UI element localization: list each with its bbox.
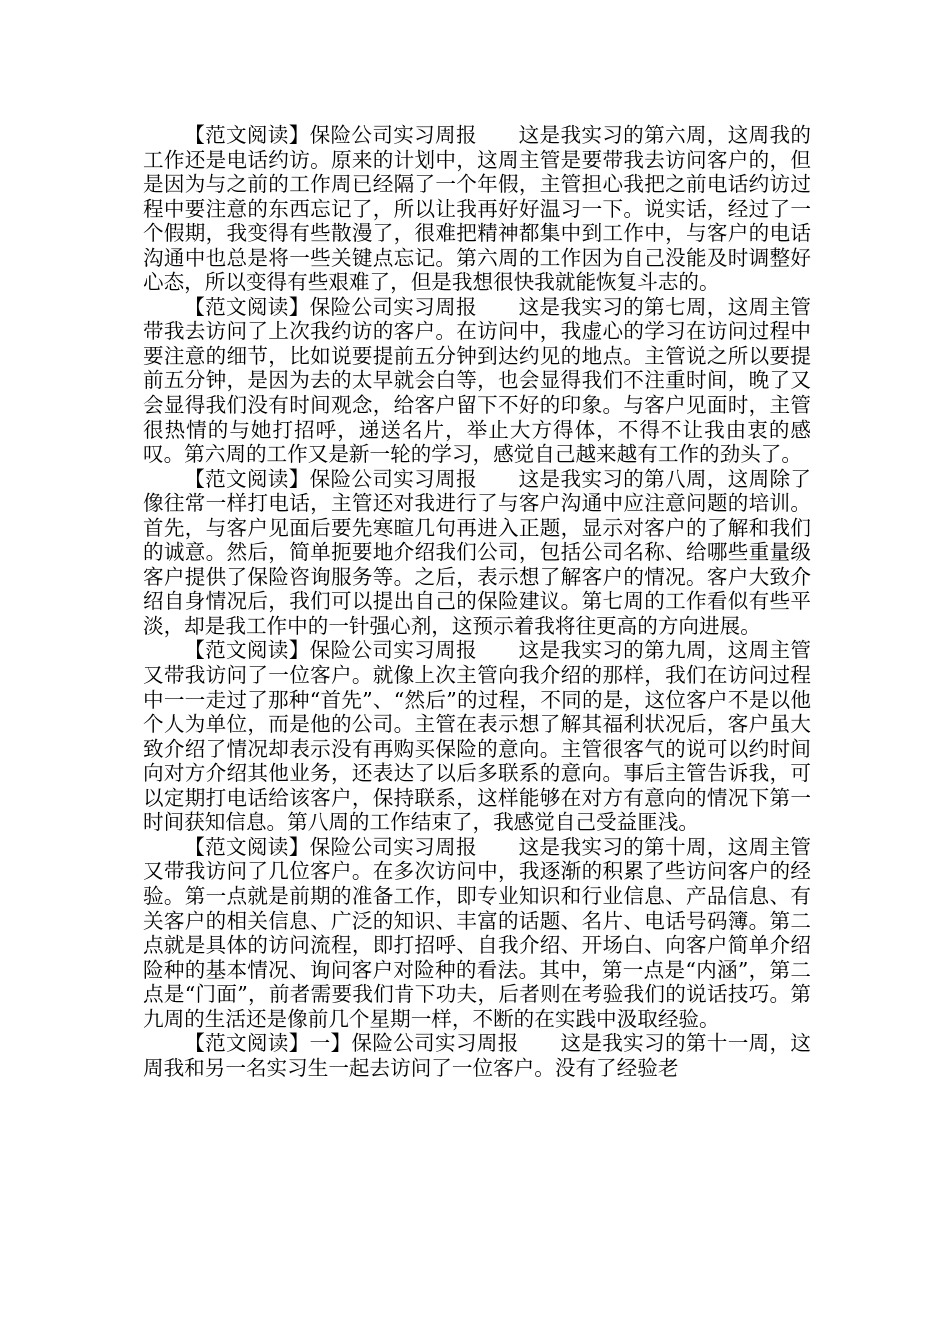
paragraph-week-6: 【范文阅读】保险公司实习周报 这是我实习的第六周，这周我的工作还是电话约访。原来的计划中，这周主管是要带我去访问客户的，但是因为与之前的工作周已经隔了一个年假，主管担心我把之前电话约访过程中要注意的东西忘记了，所以让我再好好温习一下。说实话，经过了一个假期，我变得有些散漫了，很难把精神都集中到工作中，与客户的电话沟通中也总是将一些关键点忘记。第六周的工作因为自己没能及时调整好心态，所以变得有些艰难了，但是我想很快我就能恢复斗志的。 (143, 123, 811, 295)
paragraph-week-9: 【范文阅读】保险公司实习周报 这是我实习的第九周，这周主管又带我访问了一位客户。就像上次主管向我介绍的那样，我们在访问过程中一一走过了那种“首先”、“然后”的过程，不同的是，这位客户不是以他个人为单位，而是他的公司。主管在表示想了解其福利状况后，客户虽大致介绍了情况却表示没有再购买保险的意向。主管很客气的说可以约时间向对方介绍其他业务，还表达了以后多联系的意向。事后主管告诉我，可以定期打电话给该客户，保持联系，这样能够在对方有意向的情况下第一时间获知信息。第八周的工作结束了，我感觉自己受益匪浅。 (143, 638, 811, 835)
paragraph-week-7: 【范文阅读】保险公司实习周报 这是我实习的第七周，这周主管带我去访问了上次我约访的客户。在访问中，我虚心的学习在访问过程中要注意的细节，比如说要提前五分钟到达约见的地点。主管说之所以要提前五分钟，是因为去的太早就会白等，也会显得我们不注重时间，晚了又会显得我们没有时间观念，给客户留下不好的印象。与客户见面时，主管很热情的与她打招呼，递送名片，举止大方得体，不得不让我由衷的感叹。第六周的工作又是新一轮的学习，感觉自己越来越有工作的劲头了。 (143, 294, 811, 467)
paragraph-week-11: 【范文阅读】一】保险公司实习周报 这是我实习的第十一周，这周我和另一名实习生一起去访问了一位客户。没有了经验老 (143, 1031, 811, 1080)
paragraph-week-10: 【范文阅读】保险公司实习周报 这是我实习的第十周，这周主管又带我访问了几位客户。在多次访问中，我逐渐的积累了些访问客户的经验。第一点就是前期的准备工作，即专业知识和行业信息、产品信息、有关客户的相关信息、广泛的知识、丰富的话题、名片、电话号码簿。第二点就是具体的访问流程，即打招呼、自我介绍、开场白、向客户简单介绍险种的基本情况、询问客户对险种的看法。其中，第一点是“内涵”，第二点是“门面”，前者需要我们肯下功夫，后者则在考验我们的说话技巧。第九周的生活还是像前几个星期一样，不断的在实践中汲取经验。 (143, 834, 811, 1031)
paragraph-week-8: 【范文阅读】保险公司实习周报 这是我实习的第八周，这周除了像往常一样打电话，主管还对我进行了与客户沟通中应注意问题的培训。首先，与客户见面后要先寒暄几句再进入正题，显示对客户的了解和我们的诚意。然后，简单扼要地介绍我们公司，包括公司名称、给哪些重量级客户提供了保险咨询服务等。之后，表示想了解客户的情况。客户大致介绍自身情况后，我们可以提出自己的保险建议。第七周的工作看似有些平淡，却是我工作中的一针强心剂，这预示着我将往更高的方向进展。 (143, 466, 811, 638)
document-body (143, 123, 811, 1080)
